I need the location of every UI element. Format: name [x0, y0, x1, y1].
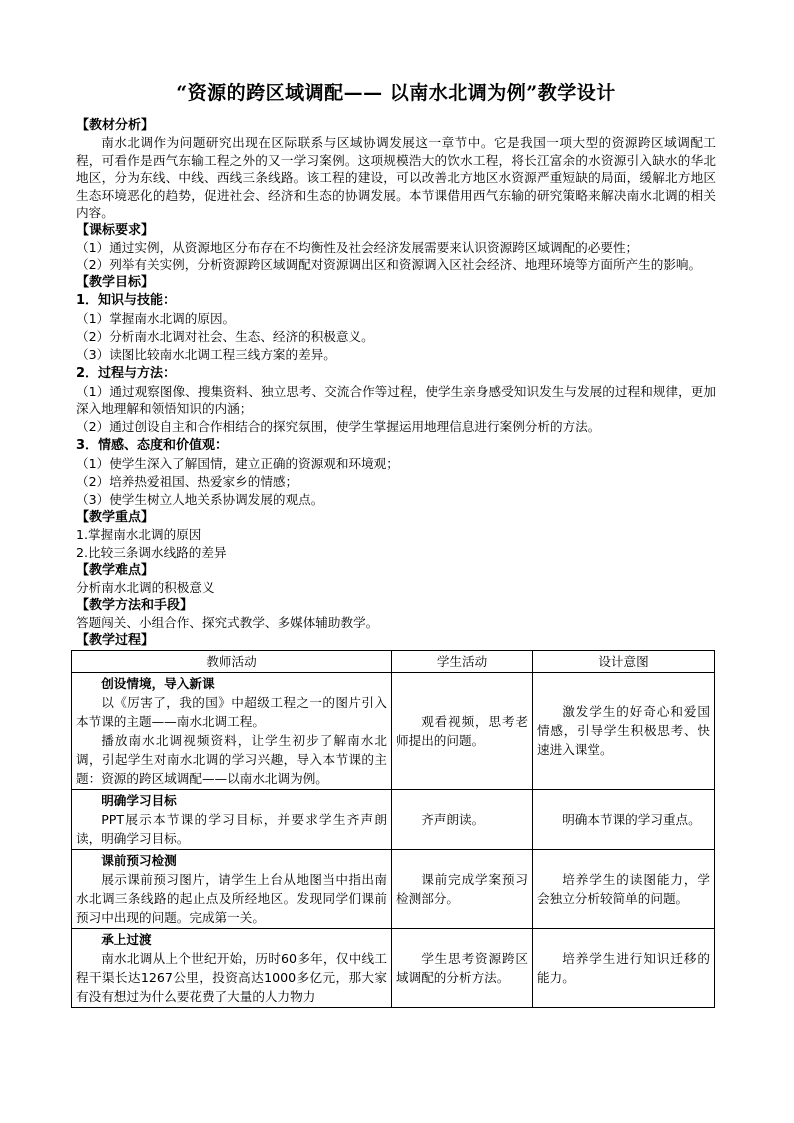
process-heading: 【教学过程】: [76, 632, 155, 648]
standard-item: （1）通过实例，从资源地区分布存在不均衡性及社会经济发展需要来认识资源跨区域调配的必要性；: [76, 239, 639, 255]
teacher-step-title: 课前预习检测: [101, 852, 177, 868]
emotion-title: 3．情感、态度和价值观：: [76, 437, 229, 453]
standard-item: （2）列举有关实例，分析资源跨区域调配对资源调出区和资源调入区社会经济、地理环境等方面所产生的影响。: [76, 257, 702, 272]
table-row: [72, 849, 715, 928]
student-text: 学生思考资源跨区域调配的分析方法。: [396, 950, 528, 985]
header-student: 学生活动: [392, 650, 533, 672]
teacher-cell: [72, 789, 392, 849]
material-heading: 【教材分析】: [76, 118, 155, 133]
teaching-process-table: [71, 650, 715, 1008]
document-page: [76, 78, 716, 1008]
process-item: （2）通过创设自主和合作相结合的探究氛围，使学生掌握运用地理信息进行案例分析的方法。: [76, 418, 601, 434]
key-item: 1.掌握南水北调的原因: [76, 526, 202, 542]
teacher-cell: [72, 672, 392, 789]
teacher-step-text: 以《厉害了，我的国》中超级工程之一的图片引入本节课的主题——南水北调工程。: [76, 694, 387, 729]
emotion-item: （1）使学生深入了解国情，建立正确的资源观和环境观；: [76, 455, 399, 471]
process-title: 2．过程与方法：: [76, 365, 177, 381]
methods-text: 答题闯关、小组合作、探究式教学、多媒体辅助教学。: [76, 614, 379, 630]
document-title: “资源的跨区域调配—— 以南水北调为例”教学设计: [176, 82, 616, 104]
table-row: [72, 672, 715, 789]
student-text: 观看视频，思考老师提出的问题。: [396, 713, 528, 748]
teacher-cell: [72, 849, 392, 928]
teacher-step-title: 明确学习目标: [101, 792, 177, 808]
teacher-step-title: 承上过渡: [101, 931, 152, 947]
knowledge-item: （3）读图比较南水北调工程三线方案的差异。: [76, 346, 336, 362]
table-row: [72, 789, 715, 849]
table-row: [72, 928, 715, 1007]
student-text: 课前完成学案预习检测部分。: [396, 871, 528, 906]
goals-heading: 【教学目标】: [76, 274, 155, 290]
student-cell: [392, 672, 533, 789]
key-item: 2.比较三条调水线路的差异: [76, 544, 227, 560]
header-teacher: 教师活动: [72, 650, 392, 672]
teacher-step-title: 创设情境，导入新课: [101, 675, 215, 691]
teacher-cell: [72, 928, 392, 1007]
methods-heading: 【教学方法和手段】: [76, 597, 194, 613]
teacher-step-text: PPT展示本节课的学习目标，并要求学生齐声朗读，明确学习目标。: [76, 811, 387, 846]
material-text: 南水北调作为问题研究出现在区际联系与区域协调发展这一章节中。它是我国一项大型的资源跨区域调配工程，可看作是西气东输工程之外的又一学习案例。这项规模浩大的饮水工程，将长江富余的水资源引入缺水的华北地区，分为东线、中线、西线三条线路。该工程的建设，可以改善北方地区水资源严重短缺的局面，缓解北方地区生态环境恶化的趋势，促进社会、经济和生态的协调发展。本节课借用西气东输的研究策略来解决南水北调的相关内容。: [76, 135, 716, 220]
teacher-step-text: 展示课前预习图片，请学生上台从地图当中指出南水北调三条线路的起止点及所经地区。发现同学们课前预习中出现的问题。完成第一关。: [76, 871, 387, 925]
emotion-item: （3）使学生树立人地关系协调发展的观点。: [76, 491, 324, 507]
key-heading: 【教学重点】: [76, 509, 155, 525]
student-cell: [392, 789, 533, 849]
intent-cell: [533, 789, 715, 849]
emotion-item: （2）培养热爱祖国、热爱家乡的情感；: [76, 473, 299, 489]
table-header-row: [72, 650, 715, 672]
intent-text: 明确本节课的学习重点。: [562, 811, 701, 827]
student-text: 齐声朗读。: [421, 811, 485, 827]
intent-cell: [533, 928, 715, 1007]
standard-heading: 【课标要求】: [76, 222, 155, 238]
teacher-step-text: 南水北调从上个世纪开始，历时60多年，仅中线工程干渠长达1267公里，投资高达1000多亿元，那大家有没有想过为什么要花费了大量的人力物力: [76, 950, 387, 1004]
intent-text: 培养学生的读图能力，学会独立分析较简单的问题。: [537, 871, 710, 906]
knowledge-title: 1．知识与技能：: [76, 292, 177, 308]
intent-text: 培养学生进行知识迁移的能力。: [537, 950, 710, 985]
student-cell: [392, 928, 533, 1007]
teacher-step-text: 播放南水北调视频资料，让学生初步了解南水北调，引起学生对南水北调的学习兴趣，导入本节课的主题：资源的跨区域调配——以南水北调为例。: [76, 732, 387, 786]
knowledge-item: （1）掌握南水北调的原因。: [76, 310, 236, 326]
difficulty-text: 分析南水北调的积极意义: [76, 579, 215, 595]
student-cell: [392, 849, 533, 928]
intent-cell: [533, 672, 715, 789]
knowledge-item: （2）分析南水北调对社会、生态、经济的积极意义。: [76, 328, 374, 344]
intent-cell: [533, 849, 715, 928]
process-item: （1）通过观察图像、搜集资料、独立思考、交流合作等过程，使学生亲身感受知识发生与发展的过程和规律，更加深入地理解和领悟知识的内涵；: [76, 383, 716, 416]
intent-text: 激发学生的好奇心和爱国情感，引导学生积极思考、快速进入课堂。: [537, 704, 710, 757]
header-intent: 设计意图: [533, 650, 715, 672]
difficulty-heading: 【教学难点】: [76, 562, 155, 578]
